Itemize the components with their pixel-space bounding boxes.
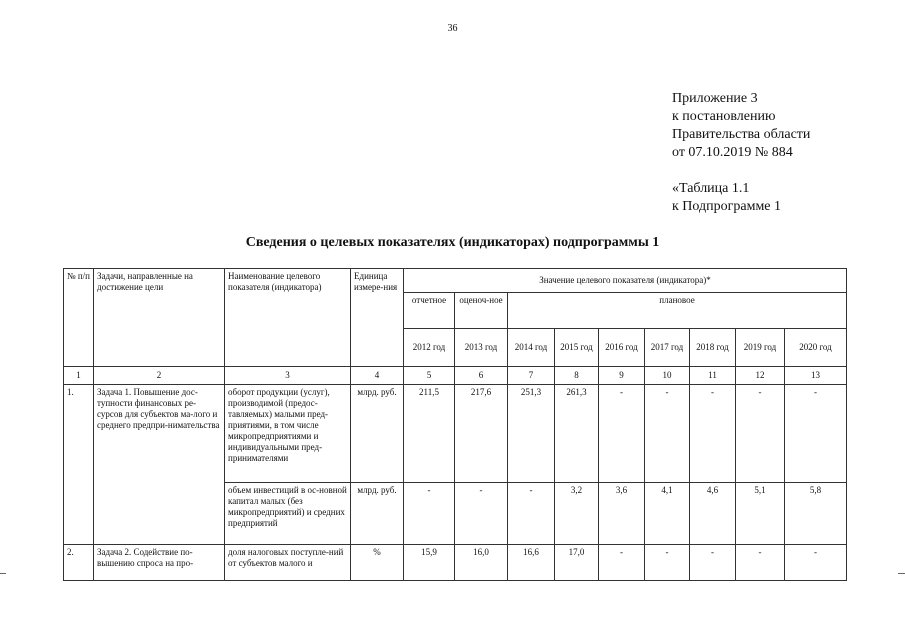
row-value: - [404, 483, 455, 545]
row-indicator: оборот продукции (услуг), производимой (предос-тавляемых) малыми пред-приятиями, в том числе микропредприятиями и индивидуальными пред-принимателями [225, 385, 351, 483]
row-unit: % [351, 545, 404, 581]
column-number: 2 [94, 367, 225, 385]
scan-edge-mark [0, 573, 6, 574]
header-unit: Единица измере-ния [351, 269, 404, 367]
row-value: 16,6 [508, 545, 555, 581]
row-value: - [599, 545, 645, 581]
row-value: 16,0 [455, 545, 508, 581]
row-indicator: доля налоговых поступле-ний от субъектов малого и [225, 545, 351, 581]
header-year: 2013 год [455, 329, 508, 367]
header-year: 2014 год [508, 329, 555, 367]
row-value: - [690, 385, 736, 483]
table-reference [672, 180, 781, 216]
row-value: - [736, 545, 785, 581]
column-number: 7 [508, 367, 555, 385]
row-value: 5,8 [785, 483, 847, 545]
column-number: 11 [690, 367, 736, 385]
appendix-line: к постановлению [672, 109, 776, 124]
header-planned: плановое [508, 293, 847, 329]
column-number: 6 [455, 367, 508, 385]
row-num: 2. [64, 545, 94, 581]
row-value: 211,5 [404, 385, 455, 483]
header-reported: отчетное [404, 293, 455, 329]
document-title: Сведения о целевых показателях (индикаторах) подпрограммы 1 [245, 235, 660, 250]
header-year: 2012 год [404, 329, 455, 367]
row-unit: млрд. руб. [351, 483, 404, 545]
header-year: 2015 год [555, 329, 599, 367]
row-value: 261,3 [555, 385, 599, 483]
column-number: 1 [64, 367, 94, 385]
column-number: 12 [736, 367, 785, 385]
row-indicator: объем инвестиций в ос-новной капитал малых (без микропредприятий) и средних предприятий [225, 483, 351, 545]
header-year: 2020 год [785, 329, 847, 367]
page-number: 36 [447, 23, 458, 34]
row-value: 217,6 [455, 385, 508, 483]
header-indicator: Наименование целевого показателя (индикатора) [225, 269, 351, 367]
appendix-line: Правительства области [672, 127, 811, 142]
header-estimated: оценоч-ное [455, 293, 508, 329]
table-ref-line: «Таблица 1.1 [672, 181, 750, 196]
row-value: - [455, 483, 508, 545]
header-year: 2018 год [690, 329, 736, 367]
row-value: 4,6 [690, 483, 736, 545]
row-value: 251,3 [508, 385, 555, 483]
header-tasks: Задачи, направленные на достижение цели [94, 269, 225, 367]
row-value: 15,9 [404, 545, 455, 581]
row-task: Задача 2. Содействие по-вышению спроса на про- [94, 545, 225, 581]
column-number: 10 [645, 367, 690, 385]
row-value: - [736, 385, 785, 483]
column-number: 5 [404, 367, 455, 385]
row-value: - [690, 545, 736, 581]
table-ref-line: к Подпрограмме 1 [672, 199, 782, 214]
row-value: - [508, 483, 555, 545]
header-year: 2019 год [736, 329, 785, 367]
header-value-group: Значение целевого показателя (индикатора)* [404, 269, 847, 293]
row-task: Задача 1. Повышение дос-тупности финансовых ре-сурсов для субъектов ма-лого и среднего предпри-нимательства [94, 385, 225, 545]
appendix-line: Приложение 3 [672, 91, 758, 106]
row-value: 5,1 [736, 483, 785, 545]
column-number: 4 [351, 367, 404, 385]
row-num: 1. [64, 385, 94, 545]
row-value: 3,2 [555, 483, 599, 545]
scan-edge-mark [898, 573, 905, 574]
header-year: 2016 год [599, 329, 645, 367]
column-number: 3 [225, 367, 351, 385]
row-value: - [645, 545, 690, 581]
table-row [64, 385, 847, 483]
appendix-block [672, 90, 810, 162]
header-year: 2017 год [645, 329, 690, 367]
column-number: 9 [599, 367, 645, 385]
header-num: № п/п [64, 269, 94, 367]
row-value: 4,1 [645, 483, 690, 545]
row-value: 3,6 [599, 483, 645, 545]
column-number: 8 [555, 367, 599, 385]
appendix-line: от 07.10.2019 № 884 [672, 145, 793, 160]
row-value: - [785, 385, 847, 483]
row-value: - [785, 545, 847, 581]
row-value: 17,0 [555, 545, 599, 581]
row-value: - [645, 385, 690, 483]
row-value: - [599, 385, 645, 483]
row-unit: млрд. руб. [351, 385, 404, 483]
table-row [64, 545, 847, 581]
indicators-table [63, 268, 847, 581]
column-number: 13 [785, 367, 847, 385]
